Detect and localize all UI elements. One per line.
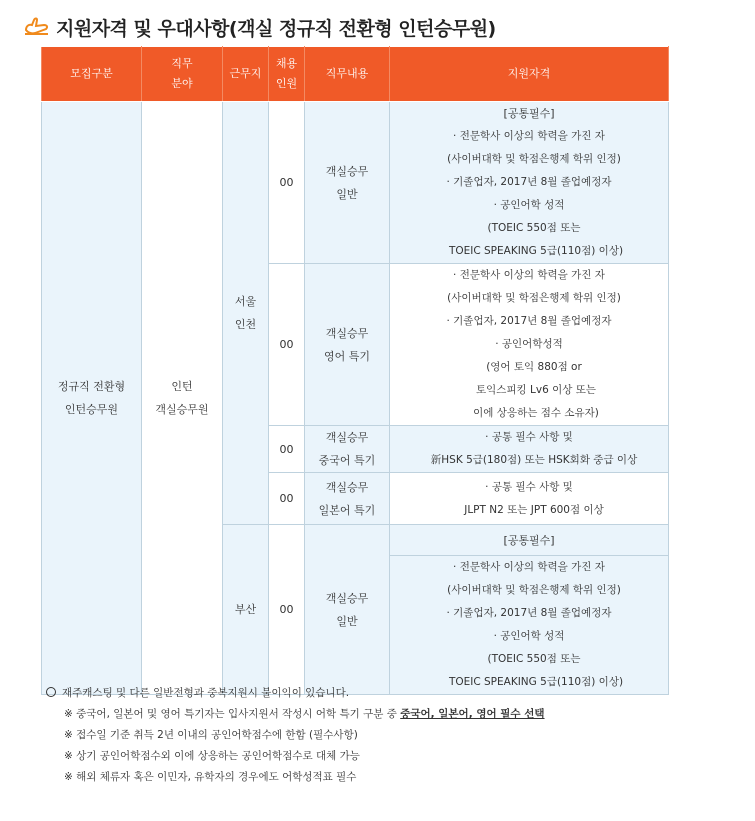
note-overseas: ※ 해외 체류자 혹은 이민자, 유학자의 경우에도 어학성적표 필수	[64, 771, 357, 783]
hire-count-cell: 00	[269, 102, 305, 264]
qualification-cell: · 전문학사 이상의 학력을 가진 자 (사이버대학 및 학점은행제 학위 인정) · 기졸업자, 2017년 8월 졸업예정자 · 공인어학성적 (영어 토익 880점 or 토익스피킹 Lv6 이상 또는 이에 상응하는 점수 소유자)	[390, 264, 669, 426]
location-seoul-cell: 서울 인천	[223, 102, 269, 525]
header-field: 직무 분야	[142, 47, 223, 102]
hire-count-cell: 00	[269, 525, 305, 695]
category-cell: 정규직 전환형 인턴승무원	[42, 102, 142, 695]
hire-count-cell: 00	[269, 426, 305, 473]
qualification-cell: · 공통 필수 사항 및 新HSK 5급(180점) 또는 HSK회화 중급 이상	[390, 426, 669, 473]
qualification-cell: · 공통 필수 사항 및 JLPT N2 또는 JPT 600점 이상	[390, 473, 669, 525]
qualification-cell: [공통필수] · 전문학사 이상의 학력을 가진 자 (사이버대학 및 학점은행제 학위 인정) · 기졸업자, 2017년 8월 졸업예정자 · 공인어학 성적 (TOEIC 550점 또는 TOEIC SPEAKING 5급(110점) 이상)	[390, 102, 669, 264]
qualification-common-header-cell: [공통필수]	[390, 525, 669, 556]
note-emphasis: 중국어, 일본어, 영어 필수 선택	[400, 708, 545, 720]
qualification-cell: · 전문학사 이상의 학력을 가진 자 (사이버대학 및 학점은행제 학위 인정) · 기졸업자, 2017년 8월 졸업예정자 · 공인어학 성적 (TOEIC 550점 또는 TOEIC SPEAKING 5급(110점) 이상)	[390, 556, 669, 695]
duty-cell: 객실승무 일본어 특기	[305, 473, 390, 525]
hire-count-cell: 00	[269, 264, 305, 426]
hand-pointer-icon	[24, 16, 50, 38]
page-title-row	[24, 12, 496, 42]
duty-cell: 객실승무 중국어 특기	[305, 426, 390, 473]
location-busan-cell: 부산	[223, 525, 269, 695]
field-cell: 인턴 객실승무원	[142, 102, 223, 695]
notes-section	[46, 683, 545, 788]
circle-bullet-icon	[46, 687, 56, 697]
hire-count-cell: 00	[269, 473, 305, 525]
note-language-selection: ※ 중국어, 일본어 및 영어 특기자는 입사지원서 작성시 어학 특기 구분 중 중국어, 일본어, 영어 필수 선택	[64, 708, 545, 720]
header-qualification: 지원자격	[390, 47, 669, 102]
note-score-validity: ※ 접수일 기준 취득 2년 이내의 공인어학점수에 한함 (필수사항)	[64, 729, 358, 741]
header-duty: 직무내용	[305, 47, 390, 102]
note-main: 재주캐스팅 및 다른 일반전형과 중복지원시 불이익이 있습니다.	[46, 683, 545, 704]
page-title: 지원자격 및 우대사항(객실 정규직 전환형 인턴승무원)	[56, 17, 496, 40]
recruitment-table	[41, 46, 669, 695]
header-category: 모집구분	[42, 47, 142, 102]
header-location: 근무지	[223, 47, 269, 102]
table-header-row	[42, 47, 669, 102]
duty-cell: 객실승무 영어 특기	[305, 264, 390, 426]
header-hire-count: 채용 인원	[269, 47, 305, 102]
table-row	[42, 102, 669, 264]
duty-cell: 객실승무 일반	[305, 525, 390, 695]
duty-cell: 객실승무 일반	[305, 102, 390, 264]
note-score-substitution: ※ 상기 공인어학점수외 이에 상응하는 공인어학점수로 대체 가능	[64, 750, 360, 762]
